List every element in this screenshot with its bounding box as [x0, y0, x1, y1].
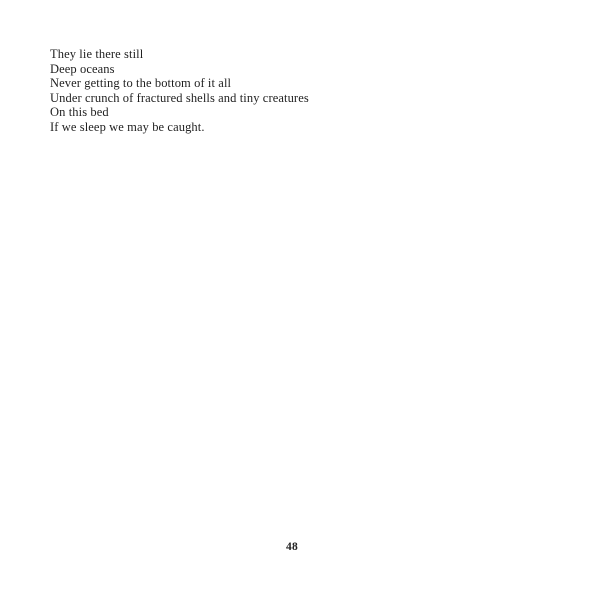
poem-line: On this bed [50, 105, 109, 119]
poem-line: Under crunch of fractured shells and tiny creatures [50, 90, 309, 105]
poem-text [50, 47, 309, 134]
poem-line: Never getting to the bottom of it all [50, 76, 232, 90]
poem-line: They lie there still [50, 47, 144, 61]
poem-line: If we sleep we may be caught. [50, 119, 205, 134]
poem-line: Deep oceans [50, 61, 115, 76]
page-number: 48 [285, 541, 299, 553]
